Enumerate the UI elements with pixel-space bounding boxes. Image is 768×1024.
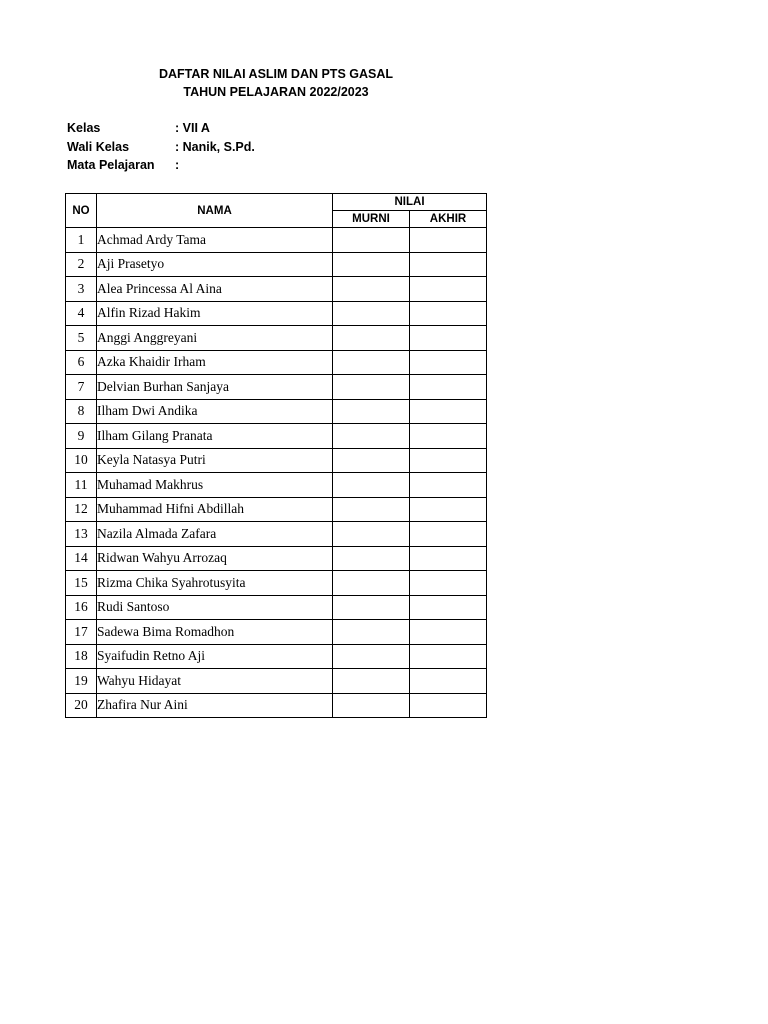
murni-cell [333, 277, 410, 302]
table-row [66, 473, 487, 498]
akhir-cell [410, 252, 487, 277]
akhir-cell [410, 644, 487, 669]
student-name: Alea Princessa Al Aina [97, 277, 333, 302]
akhir-cell [410, 669, 487, 694]
student-name: Muhamad Makhrus [97, 473, 333, 498]
murni-cell [333, 473, 410, 498]
murni-cell [333, 497, 410, 522]
row-number: 11 [66, 473, 97, 498]
akhir-cell [410, 301, 487, 326]
document-title: DAFTAR NILAI ASLIM DAN PTS GASAL [158, 67, 393, 81]
table-row [66, 350, 487, 375]
table-row [66, 399, 487, 424]
akhir-cell [410, 595, 487, 620]
row-number: 7 [66, 375, 97, 400]
homeroom-teacher-value: : Nanik, S.Pd. [175, 139, 255, 154]
table-row [66, 252, 487, 277]
grade-rows [66, 228, 487, 718]
akhir-cell [410, 473, 487, 498]
student-name: Syaifudin Retno Aji [97, 644, 333, 669]
student-name: Zhafira Nur Aini [97, 693, 333, 718]
akhir-cell [410, 546, 487, 571]
row-number: 10 [66, 448, 97, 473]
class-label: Kelas [67, 121, 101, 135]
student-name: Rizma Chika Syahrotusyita [97, 571, 333, 596]
akhir-cell [410, 326, 487, 351]
murni-cell [333, 669, 410, 694]
table-row [66, 644, 487, 669]
row-number: 4 [66, 301, 97, 326]
document-subtitle: TAHUN PELAJARAN 2022/2023 [183, 85, 369, 99]
student-name: Ridwan Wahyu Arrozaq [97, 546, 333, 571]
header-nilai: NILAI [333, 194, 487, 211]
student-name: Nazila Almada Zafara [97, 522, 333, 547]
row-number: 3 [66, 277, 97, 302]
murni-cell [333, 571, 410, 596]
class-value: : VII A [175, 121, 210, 135]
murni-cell [333, 595, 410, 620]
student-name: Rudi Santoso [97, 595, 333, 620]
table-row [66, 693, 487, 718]
table-row [66, 620, 487, 645]
student-name: Anggi Anggreyani [97, 326, 333, 351]
student-name: Aji Prasetyo [97, 252, 333, 277]
table-row [66, 424, 487, 449]
murni-cell [333, 252, 410, 277]
row-number: 17 [66, 620, 97, 645]
row-number: 16 [66, 595, 97, 620]
student-name: Ilham Gilang Pranata [97, 424, 333, 449]
student-name: Delvian Burhan Sanjaya [97, 375, 333, 400]
row-number: 19 [66, 669, 97, 694]
table-row [66, 571, 487, 596]
table-row [66, 375, 487, 400]
murni-cell [333, 399, 410, 424]
row-number: 18 [66, 644, 97, 669]
row-number: 6 [66, 350, 97, 375]
murni-cell [333, 620, 410, 645]
subject-label: Mata Pelajaran [67, 158, 155, 172]
table-row [66, 522, 487, 547]
student-name: Azka Khaidir Irham [97, 350, 333, 375]
akhir-cell [410, 448, 487, 473]
row-number: 15 [66, 571, 97, 596]
murni-cell [333, 350, 410, 375]
row-number: 2 [66, 252, 97, 277]
class-row [67, 121, 255, 140]
table-row [66, 669, 487, 694]
row-number: 5 [66, 326, 97, 351]
akhir-cell [410, 497, 487, 522]
table-row [66, 497, 487, 522]
subject-value: : [175, 158, 180, 172]
akhir-cell [410, 620, 487, 645]
header-nama: NAMA [97, 194, 333, 228]
murni-cell [333, 228, 410, 253]
murni-cell [333, 644, 410, 669]
murni-cell [333, 546, 410, 571]
murni-cell [333, 301, 410, 326]
row-number: 9 [66, 424, 97, 449]
grades-table [65, 193, 487, 718]
murni-cell [333, 693, 410, 718]
akhir-cell [410, 228, 487, 253]
murni-cell [333, 326, 410, 351]
student-name: Muhammad Hifni Abdillah [97, 497, 333, 522]
row-number: 14 [66, 546, 97, 571]
akhir-cell [410, 571, 487, 596]
table-row [66, 326, 487, 351]
student-name: Wahyu Hidayat [97, 669, 333, 694]
akhir-cell [410, 375, 487, 400]
akhir-cell [410, 277, 487, 302]
row-number: 12 [66, 497, 97, 522]
table-row [66, 301, 487, 326]
table-row [66, 448, 487, 473]
row-number: 13 [66, 522, 97, 547]
homeroom-teacher-label: Wali Kelas [67, 139, 130, 154]
murni-cell [333, 522, 410, 547]
subject-row [67, 158, 255, 177]
table-row [66, 228, 487, 253]
homeroom-teacher-row [67, 140, 255, 159]
akhir-cell [410, 522, 487, 547]
student-name: Achmad Ardy Tama [97, 228, 333, 253]
table-row [66, 277, 487, 302]
murni-cell [333, 424, 410, 449]
class-info [67, 121, 255, 177]
student-name: Alfin Rizad Hakim [97, 301, 333, 326]
row-number: 8 [66, 399, 97, 424]
header-murni: MURNI [333, 211, 410, 228]
header-no: NO [66, 194, 97, 228]
row-number: 20 [66, 693, 97, 718]
header-akhir: AKHIR [410, 211, 487, 228]
row-number: 1 [66, 228, 97, 253]
murni-cell [333, 448, 410, 473]
akhir-cell [410, 350, 487, 375]
table-row [66, 546, 487, 571]
akhir-cell [410, 424, 487, 449]
table-row [66, 595, 487, 620]
akhir-cell [410, 399, 487, 424]
student-name: Ilham Dwi Andika [97, 399, 333, 424]
murni-cell [333, 375, 410, 400]
akhir-cell [410, 693, 487, 718]
student-name: Sadewa Bima Romadhon [97, 620, 333, 645]
student-name: Keyla Natasya Putri [97, 448, 333, 473]
